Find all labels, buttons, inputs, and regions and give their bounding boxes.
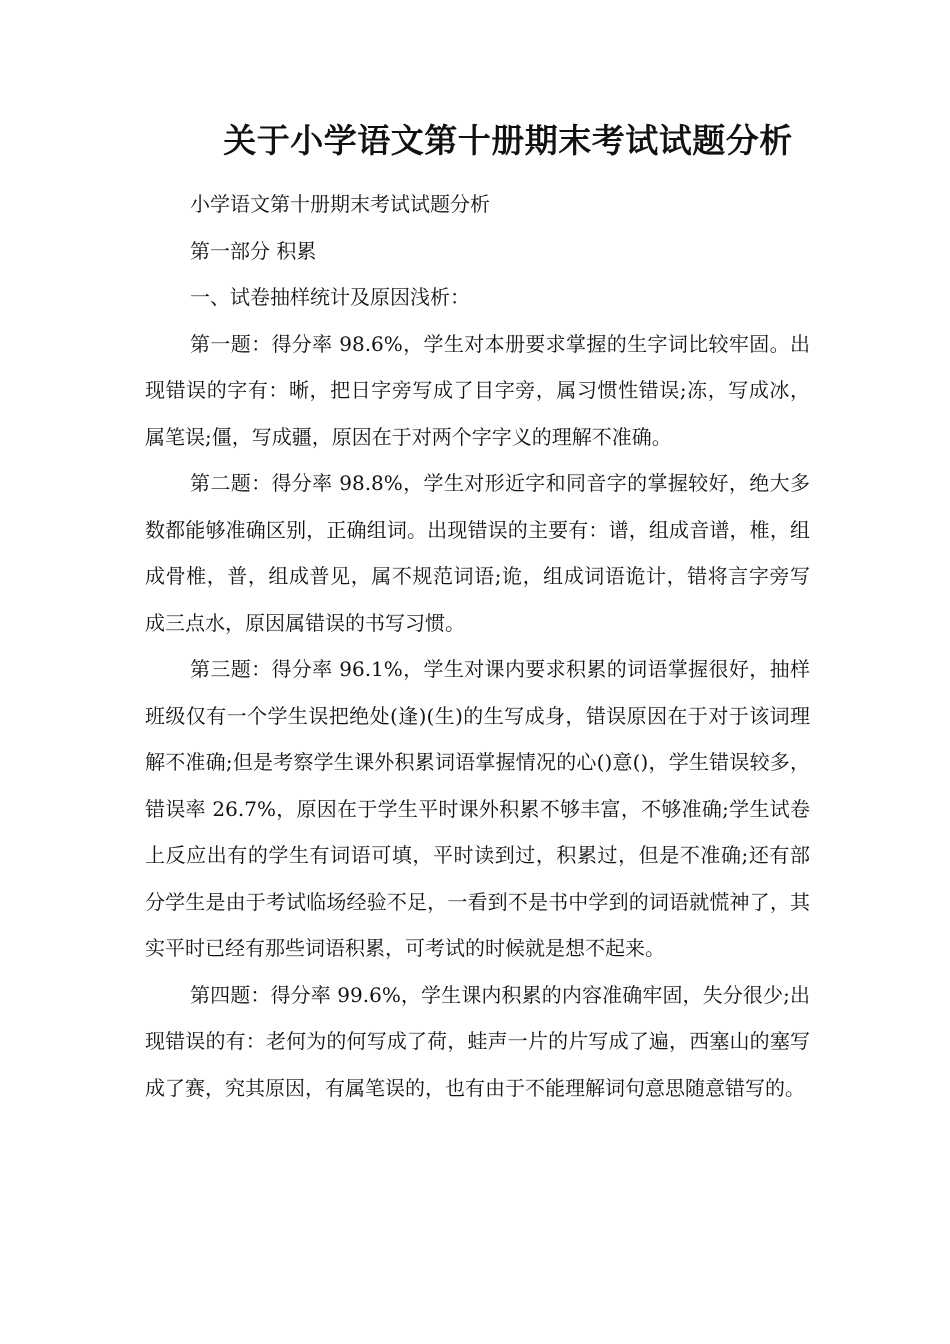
paragraph-question-4: 第四题：得分率 99.6%，学生课内积累的内容准确牢固，失分很少;出现错误的有：老何为的何写成了荷，蛙声一片的片写成了遍，西塞山的塞写成了赛，究其原因，有属笔误的，也有由于不能理解词句意思随意错写的。 [145,982,810,1100]
document-title: 关于小学语文第十册期末考试试题分析 [223,121,793,160]
paragraph-question-2: 第二题：得分率 98.8%，学生对形近字和同音字的掌握较好，绝大多数都能够准确区别，正确组词。出现错误的主要有：谱，组成音谱，椎，组成骨椎，普，组成普见，属不规范词语;诡，组成词语诡计，错将言字旁写成三点水，原因属错误的书写习惯。 [145,471,810,635]
section-heading: 第一部分 积累 [190,238,317,263]
document-body [145,181,810,1111]
paragraph-question-1: 第一题：得分率 98.6%，学生对本册要求掌握的生字词比较牢固。出现错误的字有：晰，把日字旁写成了目字旁，属习惯性错误;冻，写成冰，属笔误;僵，写成疆，原因在于对两个字字义的理解不准确。 [145,331,810,449]
paragraph-question-3: 第三题：得分率 96.1%，学生对课内要求积累的词语掌握很好，抽样班级仅有一个学生误把绝处(逢)(生)的生写成身，错误原因在于对于该词理解不准确;但是考察学生课外积累词语掌握情况的心()意()，学生错误较多，错误率 26.7%，原因在于学生平时课外积累不够丰富，不够准确;学生试卷上反应出有的学生有词语可填，平时读到过，积累过，但是不准确;还有部分学生是由于考试临场经验不足，一看到不是书中学到的词语就慌神了，其实平时已经有那些词语积累，可考试的时候就是想不起来。 [145,657,810,960]
subsection-heading: 一、试卷抽样统计及原因浅析： [190,285,470,309]
subtitle-paragraph: 小学语文第十册期末考试试题分析 [190,192,490,216]
